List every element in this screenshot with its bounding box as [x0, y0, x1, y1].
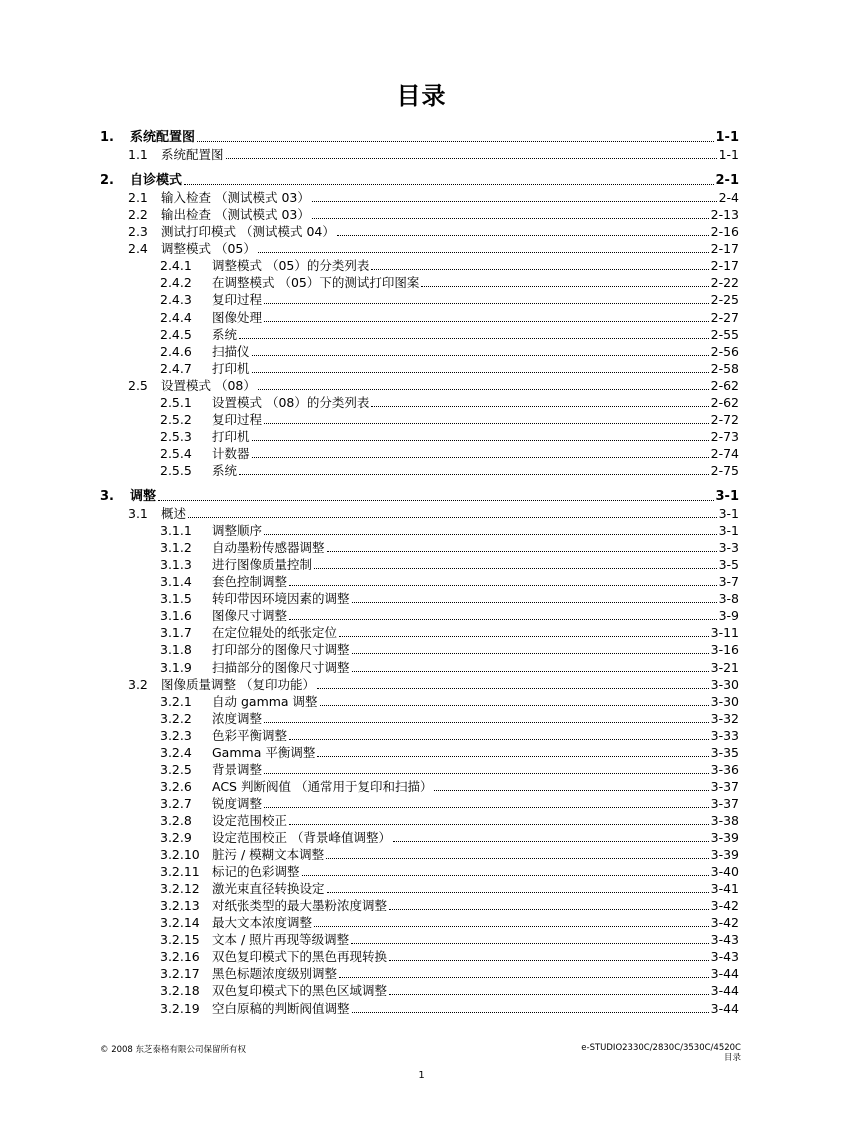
dot-leader [258, 388, 709, 390]
toc-title: 浓度调整 [212, 710, 263, 726]
dot-leader [389, 993, 709, 995]
toc-page-number: 2-74 [710, 445, 739, 461]
toc-title: 调整模式 （05） [161, 241, 256, 257]
page-title: 目录 [396, 82, 447, 110]
toc-entry-3-2-11[interactable] [160, 864, 739, 879]
toc-number: 3.1.7 [160, 625, 192, 641]
dot-leader [252, 456, 709, 458]
toc-page-number: 2-13 [710, 207, 739, 223]
toc-entry-3-2-10[interactable] [160, 847, 739, 862]
toc-title: 图像尺寸调整 [212, 608, 288, 624]
toc-number: 3.1.5 [160, 591, 192, 607]
toc-entry-2-4-2[interactable] [160, 275, 739, 290]
toc-page-number: 3-41 [710, 881, 739, 897]
toc-page-number: 2-22 [710, 275, 739, 291]
dot-leader [226, 157, 717, 159]
toc-title: 系统配置图 [161, 147, 224, 163]
toc-page-number: 3-30 [710, 693, 739, 709]
toc-entry-1-1[interactable] [128, 147, 739, 162]
toc-title: 计数器 [212, 445, 250, 461]
dot-leader [314, 567, 717, 569]
toc-page-number: 2-72 [710, 411, 739, 427]
toc-title: 空白原稿的判断阀值调整 [212, 1000, 350, 1016]
toc-entry-3-1-2[interactable] [160, 540, 739, 555]
toc-title: 标记的色彩调整 [212, 864, 300, 880]
dot-leader [184, 183, 713, 185]
toc-number: 3.2.16 [160, 949, 200, 965]
toc-page-number: 3-39 [710, 847, 739, 863]
toc-title: 对纸张类型的最大墨粉浓度调整 [212, 898, 388, 914]
toc-page-number: 3-9 [718, 608, 739, 624]
dot-leader [389, 959, 709, 961]
dot-leader [312, 217, 709, 219]
toc-page-number: 2-17 [710, 241, 739, 257]
toc-entry-3-2-14[interactable] [160, 915, 739, 930]
dot-leader [252, 439, 709, 441]
toc-entry-3-2-17[interactable] [160, 966, 739, 981]
footer-model: e-STUDIO2330C/2830C/3530C/4520C [581, 1043, 741, 1053]
toc-page-number: 2-75 [710, 462, 739, 478]
toc-entry-3-2-7[interactable] [160, 796, 739, 811]
toc-entry-3-2-2[interactable] [160, 711, 739, 726]
toc-page-number: 1-1 [718, 147, 739, 163]
dot-leader [371, 268, 708, 270]
toc-entry-3-1-5[interactable] [160, 591, 739, 606]
toc-number: 3.1.4 [160, 574, 192, 590]
toc-title: 测试打印模式 （测试模式 04） [161, 224, 335, 240]
toc-entry-3-2[interactable] [128, 677, 739, 692]
dot-leader [258, 251, 709, 253]
footer-model-info [581, 1043, 741, 1063]
toc-title: 复印过程 [212, 292, 263, 308]
dot-leader [389, 908, 709, 910]
toc-entry-3-2-1[interactable] [160, 694, 739, 709]
toc-entry-3-1-3[interactable] [160, 557, 739, 572]
toc-entry-2[interactable] [100, 173, 739, 188]
dot-leader [188, 516, 717, 518]
toc-entry-3-2-5[interactable] [160, 762, 739, 777]
toc-number: 2.4.2 [160, 275, 192, 291]
toc-number: 3.2.5 [160, 761, 192, 777]
toc-page-number: 3-21 [710, 659, 739, 675]
toc-page-number: 3-5 [718, 557, 739, 573]
dot-leader [351, 942, 708, 944]
dot-leader [352, 1011, 709, 1013]
toc-title: 在调整模式 （05）下的测试打印图案 [212, 275, 420, 291]
toc-title: 最大文本浓度调整 [212, 915, 313, 931]
toc-page-number: 2-25 [710, 292, 739, 308]
toc-number: 2.3 [128, 224, 148, 240]
toc-entry-3[interactable] [100, 489, 739, 504]
toc-page-number: 3-44 [710, 1000, 739, 1016]
toc-number: 3.2 [128, 676, 148, 692]
toc-number: 2. [100, 173, 114, 189]
toc-page-number: 3-40 [710, 864, 739, 880]
toc-title: 自动 gamma 调整 [212, 693, 318, 709]
toc-entry-2-4-4[interactable] [160, 310, 739, 325]
toc-number: 2.2 [128, 207, 148, 223]
dot-leader [264, 320, 709, 322]
toc-number: 3.1.6 [160, 608, 192, 624]
dot-leader [314, 925, 709, 927]
dot-leader [264, 302, 709, 304]
toc-page-number: 3-43 [710, 932, 739, 948]
toc-page-number: 3-1 [718, 523, 739, 539]
dot-leader [302, 874, 709, 876]
toc-entry-2-5-4[interactable] [160, 446, 739, 461]
toc-entry-2-5[interactable] [128, 378, 739, 393]
dot-leader [239, 473, 709, 475]
toc-number: 2.5.3 [160, 428, 192, 444]
dot-leader [317, 755, 708, 757]
toc-number: 2.1 [128, 190, 148, 206]
toc-entry-3-1[interactable] [128, 506, 739, 521]
dot-leader [327, 550, 717, 552]
toc-title: 图像处理 [212, 309, 263, 325]
toc-title: 套色控制调整 [212, 574, 288, 590]
dot-leader [289, 618, 717, 620]
dot-leader [434, 789, 708, 791]
toc-title: 扫描仪 [212, 343, 250, 359]
toc-number: 3.1.3 [160, 557, 192, 573]
toc-title: 背景调整 [212, 761, 263, 777]
toc-entry-2-5-1[interactable] [160, 395, 739, 410]
toc-title: 双色复印模式下的黑色区域调整 [212, 983, 388, 999]
toc-entry-3-1-6[interactable] [160, 608, 739, 623]
toc-number: 2.5 [128, 377, 148, 393]
toc-title: 图像质量调整 （复印功能） [161, 676, 315, 692]
toc-page-number: 2-56 [710, 343, 739, 359]
toc-entry-2-3[interactable] [128, 224, 739, 239]
toc-number: 1. [100, 130, 114, 145]
toc-number: 3.2.7 [160, 795, 192, 811]
toc-page-number: 2-4 [718, 190, 739, 206]
toc-number: 1.1 [128, 147, 148, 163]
toc-title: ACS 判断阀值 （通常用于复印和扫描） [212, 778, 433, 794]
toc-entry-2-4-1[interactable] [160, 258, 739, 273]
toc-title: 锐度调整 [212, 795, 263, 811]
toc-entry-2-4-3[interactable] [160, 292, 739, 307]
toc-number: 3.2.11 [160, 864, 200, 880]
toc-title: 复印过程 [212, 411, 263, 427]
toc-entry-3-1-1[interactable] [160, 523, 739, 538]
toc-entry-2-5-5[interactable] [160, 463, 739, 478]
dot-leader [393, 840, 709, 842]
toc-number: 3.2.10 [160, 847, 200, 863]
toc-number: 3.2.13 [160, 898, 200, 914]
toc-page-number: 2-58 [710, 360, 739, 376]
toc-number: 3.2.17 [160, 966, 200, 982]
toc-title: 调整模式 （05）的分类列表 [212, 258, 370, 274]
toc-number: 3.1.8 [160, 642, 192, 658]
toc-number: 2.5.4 [160, 445, 192, 461]
toc-entry-3-2-19[interactable] [160, 1001, 739, 1016]
toc-entry-3-1-8[interactable] [160, 642, 739, 657]
toc-entry-2-5-2[interactable] [160, 412, 739, 427]
dot-leader [264, 772, 709, 774]
toc-page-number: 3-16 [710, 642, 739, 658]
toc-number: 3.2.4 [160, 744, 192, 760]
toc-page-number: 3-38 [710, 812, 739, 828]
toc-entry-3-2-15[interactable] [160, 932, 739, 947]
toc-number: 3. [100, 489, 114, 504]
toc-title: 调整 [130, 489, 157, 504]
toc-number: 3.2.2 [160, 710, 192, 726]
dot-leader [289, 823, 709, 825]
dot-leader [264, 806, 709, 808]
dot-leader [352, 652, 709, 654]
toc-entry-3-2-3[interactable] [160, 728, 739, 743]
dot-leader [197, 140, 713, 142]
dot-leader [327, 891, 709, 893]
toc-entry-3-2-18[interactable] [160, 983, 739, 998]
toc-page-number: 3-42 [710, 898, 739, 914]
toc-entry-2-4-5[interactable] [160, 327, 739, 342]
dot-leader [264, 533, 717, 535]
toc-title: 打印部分的图像尺寸调整 [212, 642, 350, 658]
toc-page-number: 3-33 [710, 727, 739, 743]
toc-entry-3-1-7[interactable] [160, 625, 739, 640]
toc-page-number: 2-1 [715, 173, 739, 189]
toc-page-number: 3-1 [718, 506, 739, 522]
toc-title: 文本 / 照片再现等级调整 [212, 932, 350, 948]
toc-entry-3-1-4[interactable] [160, 574, 739, 589]
dot-leader [320, 704, 709, 706]
toc-number: 2.4.4 [160, 309, 192, 325]
toc-page-number: 3-1 [715, 489, 739, 504]
toc-title: 自动墨粉传感器调整 [212, 540, 325, 556]
toc-page-number: 3-3 [718, 540, 739, 556]
toc-entry-2-4-6[interactable] [160, 344, 739, 359]
toc-number: 2.5.2 [160, 411, 192, 427]
toc-number: 3.2.8 [160, 812, 192, 828]
toc-title: 设置模式 （08）的分类列表 [212, 394, 370, 410]
toc-entry-3-2-16[interactable] [160, 949, 739, 964]
toc-title: 双色复印模式下的黑色再现转换 [212, 949, 388, 965]
toc-title: 设定范围校正 [212, 812, 288, 828]
toc-number: 3.1 [128, 506, 148, 522]
toc-page-number: 3-7 [718, 574, 739, 590]
toc-number: 3.2.6 [160, 778, 192, 794]
dot-leader [158, 499, 713, 501]
toc-number: 3.2.14 [160, 915, 200, 931]
toc-page-number: 3-8 [718, 591, 739, 607]
dot-leader [371, 405, 708, 407]
toc-title: 系统 [212, 326, 238, 342]
footer-section: 目录 [723, 1053, 741, 1063]
dot-leader [312, 200, 717, 202]
dot-leader [317, 687, 709, 689]
toc-page-number: 2-55 [710, 326, 739, 342]
toc-title: 进行图像质量控制 [212, 557, 313, 573]
toc-title: 输入检查 （测试模式 03） [161, 190, 310, 206]
toc-entry-3-2-4[interactable] [160, 745, 739, 760]
toc-title: 打印机 [212, 360, 250, 376]
dot-leader [339, 976, 709, 978]
dot-leader [326, 857, 708, 859]
toc-number: 2.5.1 [160, 394, 192, 410]
toc-entry-1[interactable] [100, 130, 739, 145]
toc-number: 3.2.12 [160, 881, 200, 897]
toc-page-number: 2-27 [710, 309, 739, 325]
toc-page-number: 3-37 [710, 795, 739, 811]
toc-page-number: 3-35 [710, 744, 739, 760]
footer-copyright: © 2008 东芝泰格有限公司保留所有权 [100, 1045, 247, 1055]
dot-leader [352, 601, 717, 603]
toc-title: 色彩平衡调整 [212, 727, 288, 743]
toc-page-number: 2-73 [710, 428, 739, 444]
toc-number: 3.2.15 [160, 932, 200, 948]
toc-title: 设置模式 （08） [161, 377, 256, 393]
toc-page-number: 3-11 [710, 625, 739, 641]
toc-number: 2.4.6 [160, 343, 192, 359]
toc-title: 系统 [212, 462, 238, 478]
toc-page-number: 3-43 [710, 949, 739, 965]
toc-page-number: 2-17 [710, 258, 739, 274]
toc-number: 3.1.1 [160, 523, 192, 539]
toc-page-number: 3-32 [710, 710, 739, 726]
toc-entry-2-5-3[interactable] [160, 429, 739, 444]
toc-entry-3-2-8[interactable] [160, 813, 739, 828]
toc-page-number: 3-36 [710, 761, 739, 777]
toc-page-number: 3-39 [710, 830, 739, 845]
page-number: 1 [418, 1070, 425, 1081]
toc-number: 2.4.5 [160, 326, 192, 342]
dot-leader [339, 635, 709, 637]
toc-title: Gamma 平衡调整 [212, 744, 316, 760]
toc-number: 3.2.19 [160, 1000, 200, 1016]
dot-leader [252, 371, 709, 373]
toc-entry-2-4[interactable] [128, 241, 739, 256]
toc-title: 调整顺序 [212, 523, 263, 539]
toc-title: 设定范围校正 （背景峰值调整） [212, 830, 391, 845]
toc-title: 输出检查 （测试模式 03） [161, 207, 310, 223]
toc-title: 黑色标题浓度级别调整 [212, 966, 338, 982]
toc-number: 2.4.7 [160, 360, 192, 376]
toc-title: 自诊模式 [130, 173, 183, 189]
dot-leader [421, 285, 708, 287]
toc-number: 2.4 [128, 241, 148, 257]
toc-page-number: 1-1 [715, 130, 739, 145]
toc-title: 激光束直径转换设定 [212, 881, 325, 897]
toc-title: 系统配置图 [130, 130, 196, 145]
toc-number: 2.4.1 [160, 258, 192, 274]
dot-leader [352, 670, 709, 672]
toc-number: 3.1.9 [160, 659, 192, 675]
toc-number: 3.1.2 [160, 540, 192, 556]
toc-entry-2-2[interactable] [128, 207, 739, 222]
toc-entry-3-2-12[interactable] [160, 881, 739, 896]
toc-page-number: 3-44 [710, 983, 739, 999]
toc-entry-3-1-9[interactable] [160, 660, 739, 675]
dot-leader [289, 738, 709, 740]
toc-page-number: 3-37 [710, 778, 739, 794]
toc-number: 3.2.3 [160, 727, 192, 743]
toc-page-number: 2-62 [710, 394, 739, 410]
toc-page-number: 2-16 [710, 224, 739, 240]
toc-entry-3-2-6[interactable] [160, 779, 739, 794]
toc-entry-3-2-13[interactable] [160, 898, 739, 913]
toc-entry-3-2-9[interactable] [160, 830, 739, 845]
dot-leader [264, 721, 709, 723]
toc-page-number: 3-30 [710, 676, 739, 692]
toc-title: 脏污 / 模糊文本调整 [212, 847, 325, 863]
dot-leader [289, 584, 717, 586]
toc-number: 3.2.1 [160, 693, 192, 709]
toc-title: 概述 [161, 506, 187, 522]
dot-leader [337, 234, 709, 236]
toc-number: 3.2.9 [160, 830, 192, 845]
toc-title: 打印机 [212, 428, 250, 444]
toc-number: 2.5.5 [160, 462, 192, 478]
toc-title: 转印带因环境因素的调整 [212, 591, 350, 607]
toc-number: 3.2.18 [160, 983, 200, 999]
toc-entry-2-4-7[interactable] [160, 361, 739, 376]
toc-number: 2.4.3 [160, 292, 192, 308]
dot-leader [239, 337, 709, 339]
dot-leader [264, 422, 709, 424]
toc-page-number: 2-62 [710, 377, 739, 393]
toc-page-number: 3-42 [710, 915, 739, 931]
toc-title: 在定位辊处的纸张定位 [212, 625, 338, 641]
dot-leader [252, 354, 709, 356]
toc-entry-2-1[interactable] [128, 190, 739, 205]
toc-title: 扫描部分的图像尺寸调整 [212, 659, 350, 675]
toc-page-number: 3-44 [710, 966, 739, 982]
